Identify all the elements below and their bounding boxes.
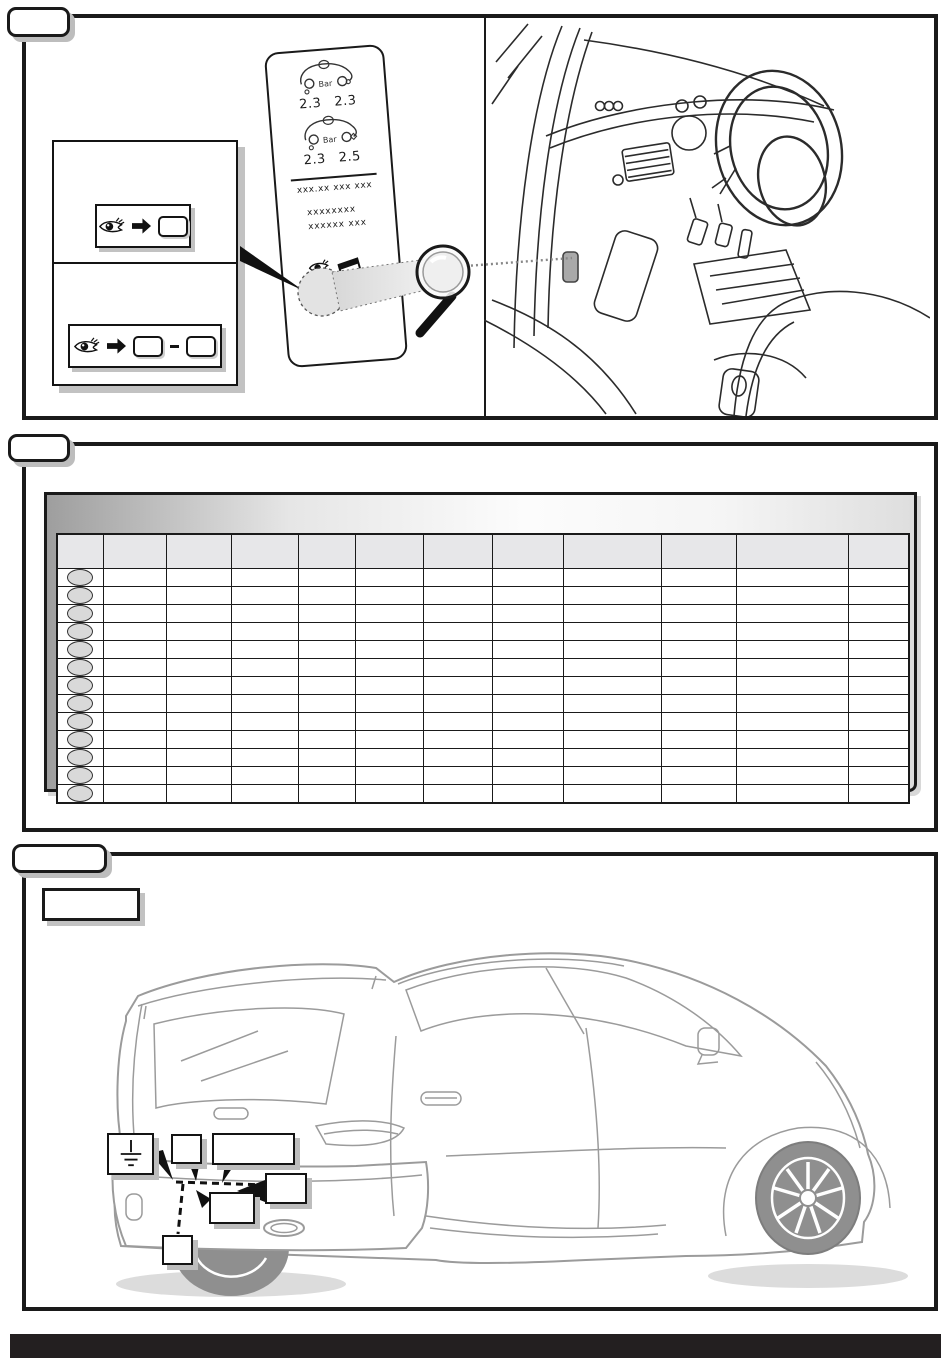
pressure-front-normal: 2.3 — [298, 95, 322, 113]
callout-box-3 — [212, 1133, 295, 1165]
table-cell — [103, 659, 166, 677]
table-cell — [166, 785, 231, 804]
pressure-rear-loaded: 2.5 — [338, 148, 362, 166]
table-cell — [492, 605, 563, 623]
table-cell — [661, 659, 736, 677]
table-row — [57, 749, 909, 767]
table-cell — [298, 587, 355, 605]
table-cell — [355, 623, 423, 641]
car-normal-load-icon — [293, 56, 358, 97]
table-header-cell — [166, 534, 231, 569]
table-cell — [736, 695, 848, 713]
table-cell — [736, 659, 848, 677]
dash-separator — [170, 345, 179, 348]
table-cell — [298, 677, 355, 695]
table-cell — [231, 749, 298, 767]
table-cell — [736, 605, 848, 623]
table-cell — [423, 731, 492, 749]
table-cell — [563, 713, 661, 731]
row-marker-oval — [67, 695, 93, 712]
table-cell — [492, 767, 563, 785]
table-header-cell — [231, 534, 298, 569]
table-cell — [103, 731, 166, 749]
table-cell — [355, 713, 423, 731]
row-marker-oval — [67, 641, 93, 658]
pressure-rear-normal: 2.3 — [333, 93, 358, 110]
table-cell — [563, 749, 661, 767]
table-cell — [355, 569, 423, 587]
notebook-icon — [336, 256, 364, 280]
table-cell — [661, 587, 736, 605]
table-cell — [661, 785, 736, 804]
table-cell — [848, 767, 909, 785]
table-cell — [492, 677, 563, 695]
table-cell — [848, 695, 909, 713]
table-cell — [103, 749, 166, 767]
table-cell — [103, 785, 166, 804]
table-cell — [103, 713, 166, 731]
spec-table-container — [44, 492, 917, 792]
table-row — [57, 677, 909, 695]
sticker-text-line-2: xxxxxx xxx — [307, 217, 368, 232]
table-cell — [298, 785, 355, 804]
row-marker-cell — [57, 695, 103, 713]
table-cell — [563, 785, 661, 804]
table-cell — [231, 641, 298, 659]
sticker-text-line-1: xxxxxxxx — [306, 204, 357, 219]
table-cell — [563, 605, 661, 623]
table-cell — [492, 659, 563, 677]
table-cell — [355, 587, 423, 605]
table-cell — [661, 641, 736, 659]
table-cell — [298, 605, 355, 623]
table-cell — [661, 605, 736, 623]
table-cell — [736, 767, 848, 785]
table-cell — [423, 785, 492, 804]
table-cell — [848, 641, 909, 659]
callout-box-4 — [265, 1173, 307, 1204]
table-cell — [848, 659, 909, 677]
table-cell — [736, 641, 848, 659]
table-cell — [848, 605, 909, 623]
table-cell — [166, 677, 231, 695]
table-cell — [298, 749, 355, 767]
table-cell — [103, 605, 166, 623]
table-cell — [848, 785, 909, 804]
table-cell — [355, 785, 423, 804]
table-cell — [661, 731, 736, 749]
table-header-cell — [298, 534, 355, 569]
table-cell — [298, 623, 355, 641]
table-cell — [736, 623, 848, 641]
table-cell — [355, 605, 423, 623]
table-cell — [848, 623, 909, 641]
table-cell — [231, 767, 298, 785]
table-cell — [298, 569, 355, 587]
row-marker-cell — [57, 569, 103, 587]
table-cell — [736, 749, 848, 767]
table-cell — [166, 605, 231, 623]
table-cell — [103, 767, 166, 785]
table-header-cell — [736, 534, 848, 569]
table-cell — [231, 677, 298, 695]
row-marker-oval — [67, 605, 93, 622]
table-cell — [423, 605, 492, 623]
tyre-pressure-sticker — [264, 44, 408, 368]
table-cell — [661, 677, 736, 695]
table-cell — [298, 641, 355, 659]
table-cell — [736, 713, 848, 731]
table-cell — [563, 677, 661, 695]
table-cell — [166, 587, 231, 605]
table-header-cell — [848, 534, 909, 569]
magnifier-icon — [417, 246, 469, 333]
callout-box-2 — [171, 1134, 202, 1164]
table-cell — [736, 587, 848, 605]
table-cell — [103, 623, 166, 641]
table-cell — [166, 623, 231, 641]
front-wheel — [756, 1142, 860, 1254]
table-header-cell — [423, 534, 492, 569]
table-cell — [848, 749, 909, 767]
table-cell — [355, 749, 423, 767]
table-cell — [848, 569, 909, 587]
legend-inset-box — [52, 140, 238, 386]
eye-icon — [308, 259, 331, 277]
row-marker-oval — [67, 731, 93, 748]
car-interior-drawing — [484, 18, 930, 416]
table-cell — [231, 587, 298, 605]
table-cell — [298, 659, 355, 677]
row-marker-cell — [57, 605, 103, 623]
table-cell — [492, 785, 563, 804]
table-row — [57, 713, 909, 731]
spec-table-head — [57, 534, 909, 569]
sticker-bottom-icons — [308, 256, 364, 282]
pressures-loaded — [303, 149, 361, 168]
table-cell — [423, 623, 492, 641]
table-cell — [103, 587, 166, 605]
table-row — [57, 569, 909, 587]
row-marker-cell — [57, 731, 103, 749]
legend-read-range-box — [68, 324, 222, 368]
pressures-normal — [299, 93, 357, 112]
table-row — [57, 659, 909, 677]
table-cell — [355, 731, 423, 749]
table-cell — [423, 659, 492, 677]
blank-label-rect — [158, 216, 188, 237]
tab-panel3 — [12, 844, 107, 873]
bar-unit-label: Bar — [318, 78, 333, 89]
table-cell — [736, 731, 848, 749]
table-cell — [423, 695, 492, 713]
row-marker-oval — [67, 713, 93, 730]
panel-spec-table — [22, 442, 938, 832]
row-marker-oval — [67, 767, 93, 784]
table-cell — [492, 749, 563, 767]
spec-table-body — [57, 569, 909, 804]
right-arrow-icon — [132, 218, 151, 234]
table-row — [57, 641, 909, 659]
row-marker-oval — [67, 659, 93, 676]
table-cell — [423, 767, 492, 785]
table-cell — [355, 767, 423, 785]
footer-bar — [10, 1334, 941, 1358]
table-cell — [355, 695, 423, 713]
table-cell — [231, 569, 298, 587]
table-cell — [231, 785, 298, 804]
table-cell — [848, 713, 909, 731]
table-cell — [661, 569, 736, 587]
table-header-cell — [492, 534, 563, 569]
table-cell — [563, 587, 661, 605]
row-marker-cell — [57, 641, 103, 659]
table-header-cell — [661, 534, 736, 569]
row-marker-cell — [57, 587, 103, 605]
table-cell — [166, 659, 231, 677]
table-header-cell — [355, 534, 423, 569]
table-cell — [736, 785, 848, 804]
table-cell — [103, 695, 166, 713]
table-row — [57, 605, 909, 623]
table-cell — [231, 659, 298, 677]
sticker-text-lines — [307, 203, 368, 235]
table-cell — [848, 677, 909, 695]
table-cell — [166, 749, 231, 767]
row-marker-cell — [57, 749, 103, 767]
row-marker-cell — [57, 767, 103, 785]
table-row — [57, 731, 909, 749]
table-cell — [423, 713, 492, 731]
table-cell — [563, 641, 661, 659]
table-cell — [103, 641, 166, 659]
table-cell — [563, 695, 661, 713]
table-row — [57, 587, 909, 605]
table-cell — [563, 659, 661, 677]
table-cell — [492, 569, 563, 587]
row-marker-cell — [57, 677, 103, 695]
eye-icon — [74, 337, 100, 356]
tab-panel2 — [8, 434, 70, 462]
panel-rear-view — [22, 852, 938, 1311]
table-cell — [492, 695, 563, 713]
table-cell — [298, 713, 355, 731]
table-row — [57, 623, 909, 641]
eye-icon — [99, 217, 125, 236]
earth-ground-icon — [117, 1138, 145, 1170]
row-marker-cell — [57, 785, 103, 804]
table-header-cell — [563, 534, 661, 569]
table-cell — [298, 767, 355, 785]
table-cell — [166, 767, 231, 785]
table-cell — [231, 695, 298, 713]
table-cell — [166, 713, 231, 731]
table-cell — [736, 569, 848, 587]
callout-ground-box — [107, 1133, 154, 1175]
table-cell — [423, 587, 492, 605]
table-cell — [563, 623, 661, 641]
pressure-front-loaded: 2.3 — [303, 151, 327, 169]
table-cell — [661, 623, 736, 641]
table-cell — [563, 767, 661, 785]
table-row — [57, 695, 909, 713]
table-cell — [423, 749, 492, 767]
table-cell — [355, 641, 423, 659]
table-cell — [423, 677, 492, 695]
table-cell — [492, 587, 563, 605]
table-cell — [103, 569, 166, 587]
row-marker-oval — [67, 623, 93, 640]
table-cell — [563, 731, 661, 749]
table-cell — [355, 659, 423, 677]
table-cell — [423, 569, 492, 587]
table-cell — [661, 749, 736, 767]
table-row — [57, 785, 909, 804]
row-marker-cell — [57, 623, 103, 641]
table-cell — [492, 623, 563, 641]
row-marker-oval — [67, 677, 93, 694]
table-cell — [848, 587, 909, 605]
table-cell — [661, 695, 736, 713]
table-cell — [492, 731, 563, 749]
table-cell — [563, 569, 661, 587]
legend-read-label-box — [95, 204, 191, 248]
table-header-cell — [103, 534, 166, 569]
row-marker-oval — [67, 785, 93, 802]
table-cell — [231, 713, 298, 731]
row-marker-oval — [67, 569, 93, 586]
tab-panel1 — [7, 7, 70, 37]
table-header-cell — [57, 534, 103, 569]
table-cell — [166, 569, 231, 587]
sticker-code-line: xxx.xx xxx xxx — [296, 180, 373, 197]
table-cell — [492, 641, 563, 659]
callout-box-5 — [209, 1192, 255, 1224]
blank-label-rect — [186, 336, 216, 357]
spec-table — [56, 533, 910, 804]
table-cell — [492, 713, 563, 731]
row-marker-cell — [57, 713, 103, 731]
table-row — [57, 767, 909, 785]
row-marker-cell — [57, 659, 103, 677]
panel-pressure-label — [22, 14, 938, 420]
blank-label-rect — [133, 336, 163, 357]
table-cell — [231, 731, 298, 749]
bar-unit-label: Bar — [322, 134, 337, 145]
table-cell — [661, 713, 736, 731]
table-cell — [231, 605, 298, 623]
callout-box-6 — [162, 1235, 193, 1265]
table-cell — [661, 767, 736, 785]
table-cell — [423, 641, 492, 659]
row-marker-oval — [67, 749, 93, 766]
row-marker-oval — [67, 587, 93, 604]
table-cell — [166, 695, 231, 713]
table-cell — [166, 641, 231, 659]
table-cell — [355, 677, 423, 695]
table-cell — [166, 731, 231, 749]
table-cell — [231, 623, 298, 641]
table-cell — [736, 677, 848, 695]
table-cell — [103, 677, 166, 695]
table-cell — [298, 731, 355, 749]
table-cell — [848, 731, 909, 749]
right-arrow-icon — [107, 338, 126, 354]
car-full-load-icon — [298, 112, 363, 153]
table-cell — [298, 695, 355, 713]
panel3-caption-box — [42, 888, 140, 921]
